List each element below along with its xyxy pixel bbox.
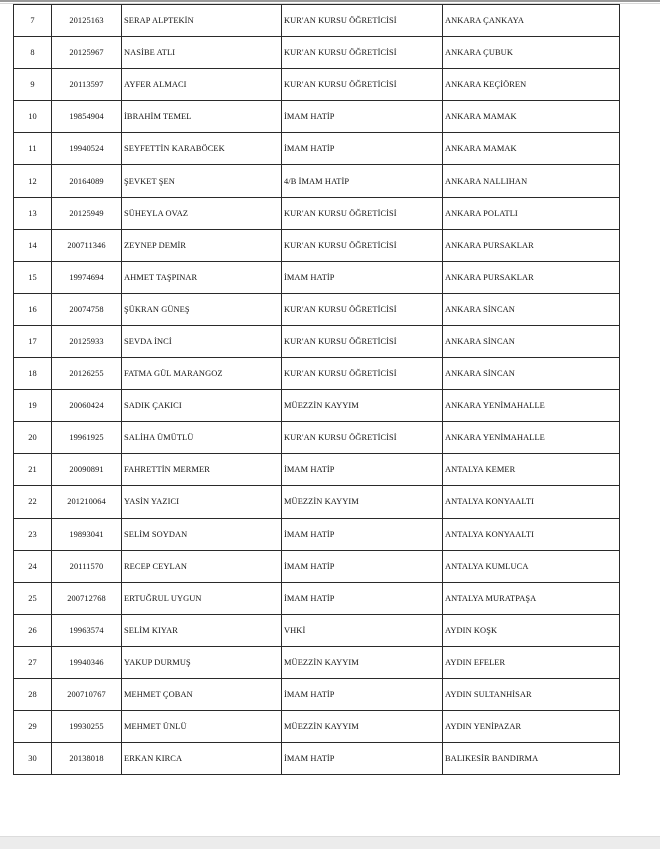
registry-number: 20125967 [52,37,122,69]
personnel-table [13,4,620,775]
registry-number: 19963574 [52,614,122,646]
person-name: ZEYNEP DEMİR [122,229,282,261]
assignment-location: ANKARA POLATLI [443,197,620,229]
row-number: 30 [14,743,52,775]
table-row [14,582,620,614]
registry-number: 19974694 [52,261,122,293]
job-title: KUR'AN KURSU ÖĞRETİCİSİ [282,422,443,454]
registry-number: 20125163 [52,5,122,37]
registry-number: 20060424 [52,390,122,422]
viewer-bottom-bar [0,836,660,849]
row-number: 14 [14,229,52,261]
assignment-location: BALIKESİR BANDIRMA [443,743,620,775]
row-number: 16 [14,293,52,325]
row-number: 23 [14,518,52,550]
job-title: KUR'AN KURSU ÖĞRETİCİSİ [282,5,443,37]
registry-number: 19961925 [52,422,122,454]
registry-number: 19940346 [52,646,122,678]
assignment-location: ANKARA PURSAKLAR [443,261,620,293]
assignment-location: ANTALYA MURATPAŞA [443,582,620,614]
table-row [14,454,620,486]
registry-number: 20113597 [52,69,122,101]
row-number: 24 [14,550,52,582]
job-title: MÜEZZİN KAYYIM [282,646,443,678]
row-number: 26 [14,614,52,646]
row-number: 22 [14,486,52,518]
person-name: SELİM SOYDAN [122,518,282,550]
job-title: İMAM HATİP [282,518,443,550]
table-row [14,197,620,229]
row-number: 18 [14,358,52,390]
row-number: 29 [14,711,52,743]
assignment-location: ANKARA MAMAK [443,101,620,133]
row-number: 28 [14,678,52,710]
job-title: İMAM HATİP [282,133,443,165]
person-name: İBRAHİM TEMEL [122,101,282,133]
job-title: MÜEZZİN KAYYIM [282,711,443,743]
table-row [14,550,620,582]
assignment-location: ANKARA SİNCAN [443,325,620,357]
job-title: İMAM HATİP [282,678,443,710]
assignment-location: AYDIN EFELER [443,646,620,678]
registry-number: 200710767 [52,678,122,710]
table-row [14,165,620,197]
table-row [14,37,620,69]
job-title: KUR'AN KURSU ÖĞRETİCİSİ [282,197,443,229]
person-name: ŞÜKRAN GÜNEŞ [122,293,282,325]
person-name: ŞEVKET ŞEN [122,165,282,197]
personnel-table-body [14,5,620,775]
job-title: MÜEZZİN KAYYIM [282,486,443,518]
row-number: 11 [14,133,52,165]
row-number: 8 [14,37,52,69]
job-title: MÜEZZİN KAYYIM [282,390,443,422]
table-row [14,614,620,646]
table-row [14,325,620,357]
assignment-location: ANKARA MAMAK [443,133,620,165]
row-number: 20 [14,422,52,454]
person-name: SELİM KIYAR [122,614,282,646]
job-title: İMAM HATİP [282,261,443,293]
registry-number: 200712768 [52,582,122,614]
table-row [14,358,620,390]
person-name: MEHMET ÜNLÜ [122,711,282,743]
person-name: SÜHEYLA OVAZ [122,197,282,229]
job-title: İMAM HATİP [282,454,443,486]
table-row [14,390,620,422]
registry-number: 201210064 [52,486,122,518]
person-name: AYFER ALMACI [122,69,282,101]
job-title: KUR'AN KURSU ÖĞRETİCİSİ [282,229,443,261]
assignment-location: ANTALYA KONYAALTI [443,486,620,518]
registry-number: 20074758 [52,293,122,325]
table-row [14,422,620,454]
registry-number: 20111570 [52,550,122,582]
row-number: 12 [14,165,52,197]
person-name: SEVDA İNCİ [122,325,282,357]
row-number: 19 [14,390,52,422]
person-name: ERKAN KIRCA [122,743,282,775]
assignment-location: ANKARA SİNCAN [443,358,620,390]
person-name: YAKUP DURMUŞ [122,646,282,678]
row-number: 17 [14,325,52,357]
table-row [14,133,620,165]
person-name: FAHRETTİN MERMER [122,454,282,486]
registry-number: 20125933 [52,325,122,357]
registry-number: 19854904 [52,101,122,133]
person-name: ERTUĞRUL UYGUN [122,582,282,614]
table-row [14,711,620,743]
row-number: 13 [14,197,52,229]
assignment-location: ANKARA ÇANKAYA [443,5,620,37]
assignment-location: AYDIN YENİPAZAR [443,711,620,743]
registry-number: 20138018 [52,743,122,775]
table-row [14,101,620,133]
assignment-location: ANTALYA KEMER [443,454,620,486]
table-row [14,261,620,293]
assignment-location: ANKARA SİNCAN [443,293,620,325]
person-name: FATMA GÜL MARANGOZ [122,358,282,390]
assignment-location: ANKARA PURSAKLAR [443,229,620,261]
registry-number: 20164089 [52,165,122,197]
table-row [14,5,620,37]
person-name: SERAP ALPTEKİN [122,5,282,37]
person-name: YASİN YAZICI [122,486,282,518]
registry-number: 200711346 [52,229,122,261]
row-number: 7 [14,5,52,37]
person-name: NASİBE ATLI [122,37,282,69]
person-name: SEYFETTİN KARABÖCEK [122,133,282,165]
job-title: İMAM HATİP [282,550,443,582]
table-row [14,69,620,101]
job-title: İMAM HATİP [282,101,443,133]
registry-number: 19930255 [52,711,122,743]
person-name: SALİHA ÜMÜTLÜ [122,422,282,454]
table-row [14,229,620,261]
table-row [14,678,620,710]
job-title: VHKİ [282,614,443,646]
assignment-location: ANKARA ÇUBUK [443,37,620,69]
row-number: 27 [14,646,52,678]
job-title: İMAM HATİP [282,582,443,614]
table-row [14,518,620,550]
registry-number: 20125949 [52,197,122,229]
table-row [14,293,620,325]
job-title: KUR'AN KURSU ÖĞRETİCİSİ [282,358,443,390]
table-row [14,646,620,678]
job-title: KUR'AN KURSU ÖĞRETİCİSİ [282,69,443,101]
job-title: KUR'AN KURSU ÖĞRETİCİSİ [282,293,443,325]
assignment-location: ANKARA KEÇİÖREN [443,69,620,101]
assignment-location: AYDIN SULTANHİSAR [443,678,620,710]
row-number: 25 [14,582,52,614]
registry-number: 19893041 [52,518,122,550]
assignment-location: AYDIN KOŞK [443,614,620,646]
job-title: 4/B İMAM HATİP [282,165,443,197]
person-name: AHMET TAŞPINAR [122,261,282,293]
assignment-location: ANKARA NALLIHAN [443,165,620,197]
job-title: KUR'AN KURSU ÖĞRETİCİSİ [282,37,443,69]
assignment-location: ANTALYA KUMLUCA [443,550,620,582]
person-name: SADIK ÇAKICI [122,390,282,422]
table-row [14,743,620,775]
person-name: MEHMET ÇOBAN [122,678,282,710]
assignment-location: ANKARA YENİMAHALLE [443,390,620,422]
job-title: İMAM HATİP [282,743,443,775]
registry-number: 20090891 [52,454,122,486]
row-number: 21 [14,454,52,486]
table-row [14,486,620,518]
assignment-location: ANTALYA KONYAALTI [443,518,620,550]
job-title: KUR'AN KURSU ÖĞRETİCİSİ [282,325,443,357]
assignment-location: ANKARA YENİMAHALLE [443,422,620,454]
registry-number: 20126255 [52,358,122,390]
person-name: RECEP CEYLAN [122,550,282,582]
row-number: 15 [14,261,52,293]
registry-number: 19940524 [52,133,122,165]
row-number: 10 [14,101,52,133]
row-number: 9 [14,69,52,101]
